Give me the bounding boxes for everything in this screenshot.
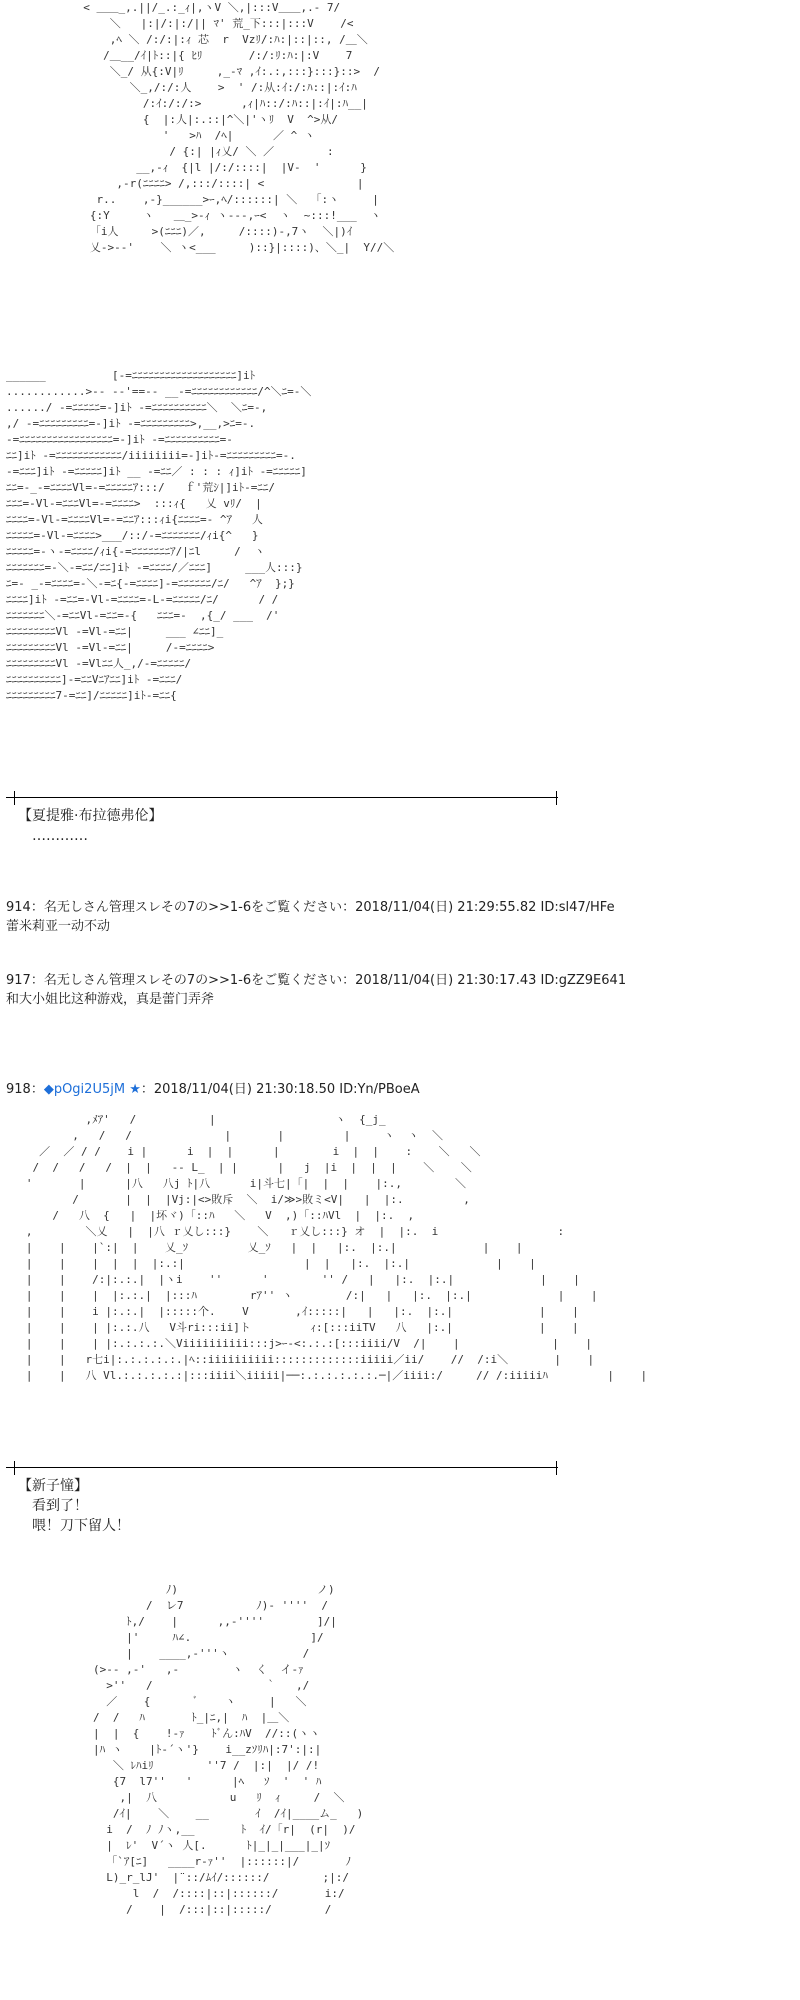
ascii-art-top: < ＿＿_,.||/_.:_ｨ|,ヽV ＼,|:::V＿＿,.- 7/ ＼ |:|/:|:/|| ﾏ' 荒_下:::|:::V /< ,ﾍ ＼ /:/:|:ｨ 芯 r Vzﾘ/:ﾊ:|::|::, /＿＼ /＿__/ｲ|ﾄ::|{ ﾋﾘ /:/:ﾘ:ﾊ:|:V 7 ＼_/ 从{:V|ﾘ ,_-ﾏ ,ｲ:.:,:::}:::}::> / ＼_,/:/:人 > ' /:从:ｲ:/:ﾊ::|:ｲ:ﾊ /:ｲ:/:/:> ,ｨ|ﾊ::/:ﾊ::|:ｲ|:ﾊ__| { |:人|:.::|^＼|'ヽﾘ V ^>从/ ' >ﾊ /ﾍ| ／ ^ ヽ / {:| |ｨ乂/ ＼ ／ : __,-ｨ {|l |/:/::::| |V- ' } ,-r(ﾆﾆﾆﾆ> /,:::/::::| < | r.. ,-}______>ｰ,ﾍ/::::::| ＼ 「:ヽ | {:Y ヽ ＿_>-ｨ ヽ---,ｰ< ヽ ~:::!___ ヽ 「i人 >(ﾆﾆﾆ)／, /::::)-,7ヽ ＼|)ｲ 乂->--' ＼ ヽ<___ )::}|::::)、＼_| Y//＼ [83,1,395,254]
dialogue-line: ………… [32,828,88,844]
post-header-918 [6,1081,420,1098]
dialogue-lines: 看到了！ 喂！刀下留人！ [32,1498,130,1534]
ascii-art-ako: ,ﾒｱ' / | ヽ {_j_ , / / | | | ヽ ヽ ＼ ／ ／ / / i | i | | | i | | : ＼ ＼ / / / / | | -- L_ | | | j |i | | | ＼ ＼ ' | |八 八j ﾄ|八 i|斗七|「| | | |:., ＼ / | | |Vj:|<>敗斥 ＼ i/≫>敗ミ<V| | |:. , / 八 { | |坏ヾ)「::ﾊ ＼ V ,)「::ﾊVl | |:. , , ＼乂 | |八 ｒ乂し:::} ＼ ｒ乂し:::} オ | |:. i : | | |`:| | 乂_ｿ 乂_ｿ | | |:. |:.| | | | | | | | |:.:| | | |:. |:.| | | | | /:|:.:.| |ヽi '' ' '' / | |:. |:.| | | | | | |:.:.| |:::ﾊ rｱ'' ヽ /:| | |:. |:.| | | | | i |:.:.| |:::::个. V ,ｲ:::::| | |:. |:.| | | | | | |:.:.八 V斗ri:::ii]ト ｨ:[:::iiTV 八 |:.| | | | | | |:.:.:.:.＼Viiiiiiiiii:::j>ｰ-<:.:.:[:::iiii/V /| | | | | | r七i|:.:.:.:.:.|ﾍ::iiiiiiiiii:::::::::::::iiiii／ii/ // /:i＼ | | | | 八 Vl.:.:.:.:.:|:::iiii＼iiiii|──:.:.:.:.:.:.─|／iiii:/ // /:iiiiiﾊ | | [25,1113,648,1382]
divider-tick-right [556,1461,557,1475]
post-header: 914：名无しさん管理スレその7の>>1-6をご覧ください：2018/11/04(日) 21:29:55.82 ID:sl47/HFe [6,900,615,915]
character-name: 【夏提雅·布拉德弗伦】 [18,808,163,824]
post-body: 蕾米莉亚一动不动 [6,919,111,934]
poster-trip-link[interactable]: ◆pOgi2U5jM ★ [43,1082,141,1097]
divider-line [6,1467,558,1468]
divider-tick-left [14,1461,15,1475]
divider-tick-left [14,791,15,805]
character-name: 【新子憧】 [18,1478,88,1494]
divider-line [6,797,558,798]
post-meta: ：2018/11/04(日) 21:30:18.50 ID:Yn/PBoeA [140,1082,420,1097]
ascii-art-shalltear: ______ [-=ﾆﾆﾆﾆﾆﾆﾆﾆﾆﾆﾆﾆﾆﾆﾆﾆﾆﾆﾆ]iﾄ ............>-- --'==-- __-=ﾆﾆﾆﾆﾆﾆﾆﾆﾆﾆﾆﾆ/^＼ﾆ=-＼ ....../ -=ﾆﾆﾆﾆﾆ=-]iﾄ -=ﾆﾆﾆﾆﾆﾆﾆﾆﾆﾆ＼ ＼ﾆ=-, ,/ -=ﾆﾆﾆﾆﾆﾆﾆﾆﾆ=-]iﾄ -=ﾆﾆﾆﾆﾆﾆﾆﾆﾆ>,__,>ﾆ=-. -=ﾆﾆﾆﾆﾆﾆﾆﾆﾆﾆﾆﾆﾆﾆﾆﾆﾆ=-]iﾄ -=ﾆﾆﾆﾆﾆﾆﾆﾆﾆﾆ=- ﾆﾆ]iﾄ -=ﾆﾆﾆﾆﾆﾆﾆﾆﾆﾆﾆﾆ/iiiiiiii=-]iﾄ-=ﾆﾆﾆﾆﾆﾆﾆﾆﾆ=-. -=ﾆﾆﾆ]iﾄ -=ﾆﾆﾆﾆﾆ]iﾄ __ -=ﾆﾆ／ : : : ｨ]iﾄ -=ﾆﾆﾆﾆﾆ] ﾆﾆ=-_-=ﾆﾆﾆﾆVl=-=ﾆﾆﾆﾆﾆｱ:::/ ｆ'荒ｼ|]iﾄ-=ﾆﾆ/ ﾆﾆﾆ=-Vl-=ﾆﾆﾆVl=-=ﾆﾆﾆﾆ> :::ｨ{ 乂 vﾘ/ | ﾆﾆﾆﾆ=-Vl-=ﾆﾆﾆﾆVl=-=ﾆﾆｱ:::ｨi{ﾆﾆﾆﾆ=- ^ｱ 人 ﾆﾆﾆﾆﾆ=-Vl-=ﾆﾆﾆﾆ>___/::/-=ﾆﾆﾆﾆﾆﾆﾆ/ｨi{^ } ﾆﾆﾆﾆﾆ=-ヽ-=ﾆﾆﾆﾆ/ｨi{-=ﾆﾆﾆﾆﾆﾆﾆｱ/|ﾆl / ヽ ﾆﾆﾆﾆﾆﾆﾆ=-＼-=ﾆﾆ/ﾆﾆ]iﾄ -=ﾆﾆﾆﾆ/／ﾆﾆﾆ] ___人:::} ﾆ=- _-=ﾆﾆﾆﾆ=-＼-=ﾆ{-=ﾆﾆﾆﾆ]-=ﾆﾆﾆﾆﾆﾆ/ﾆ/ ^ｱ };} ﾆﾆﾆﾆ]iﾄ -=ﾆﾆ=-Vl-=ﾆﾆﾆﾆ=-L-=ﾆﾆﾆﾆﾆ/ﾆ/ / / ﾆﾆﾆﾆﾆﾆﾆ＼-=ﾆﾆVl-=ﾆﾆ=-{ ﾆﾆﾆ=- ,{_/ ___ /' ﾆﾆﾆﾆﾆﾆﾆﾆﾆVl -=Vl-=ﾆﾆ| ___ ∠ﾆﾆ]_ ﾆﾆﾆﾆﾆﾆﾆﾆﾆVl -=Vl-=ﾆﾆ| /-=ﾆﾆﾆﾆ> ﾆﾆﾆﾆﾆﾆﾆﾆﾆVl -=Vlﾆﾆ人_,/-=ﾆﾆﾆﾆﾆ/ ﾆﾆﾆﾆﾆﾆﾆﾆﾆﾆ]-=ﾆﾆVﾆｱﾆﾆ]iﾄ -=ﾆﾆﾆ/ ﾆﾆﾆﾆﾆﾆﾆﾆﾆ7-=ﾆﾆ]/ﾆﾆﾆﾆﾆ]iﾄ-=ﾆﾆ{ [6,369,312,702]
post-header: 917：名无しさん管理スレその7の>>1-6をご覧ください：2018/11/04(日) 21:30:17.43 ID:gZZ9E641 [6,973,627,988]
post-number: 918： [6,1082,44,1097]
post-body: 和大小姐比这种游戏，真是蕾门弄斧 [6,992,215,1007]
divider-tick-right [556,791,557,805]
ascii-art-bottom: ﾉ) ノ) / レ7 ﾉ)- '''' / ﾄ,/ | ,,-'''' ]/| |' ﾊ∠. ]/ | ____,-'''ヽ / (>-- ,-' ,- ヽ く イ-ｧ >'' / ｀ ,/ ／ { ﾞ ヽ | ＼ / / ﾊ ﾄ_|ﾆ,| ﾊ |＿＼ | | { !-ｧ ﾄﾞん:ﾊV //::(ヽヽ |ﾊ ヽ |ﾄ-´ヽ'} i__zｿﾘﾊ|:7':|:| ＼ ﾚﾊiﾘ ''7 / |:| |/ /! {7 l7'' ' |ﾍ ｿ ' ' ﾊ ,| 八 u ﾘ ｨ / ＼ /ｲ| ＼ __ ｲ /ｲ|____ム_ ) i / ﾉ ﾉヽ,__ ﾄ ｲ/「r| (r| )/ | ﾚ' V´ヽ 人[. ﾄ|_|_|___|_|ｿ 「`ｱ[ﾆ] ____r-ｧ'' |::::::|/ ﾉ L)_r_lJ' |¨::/ﾑｲ/::::::/ ;|:/ l / /::::|::|::::::/ i:/ / | /:::|::|:::::/ / [92,1583,364,1916]
